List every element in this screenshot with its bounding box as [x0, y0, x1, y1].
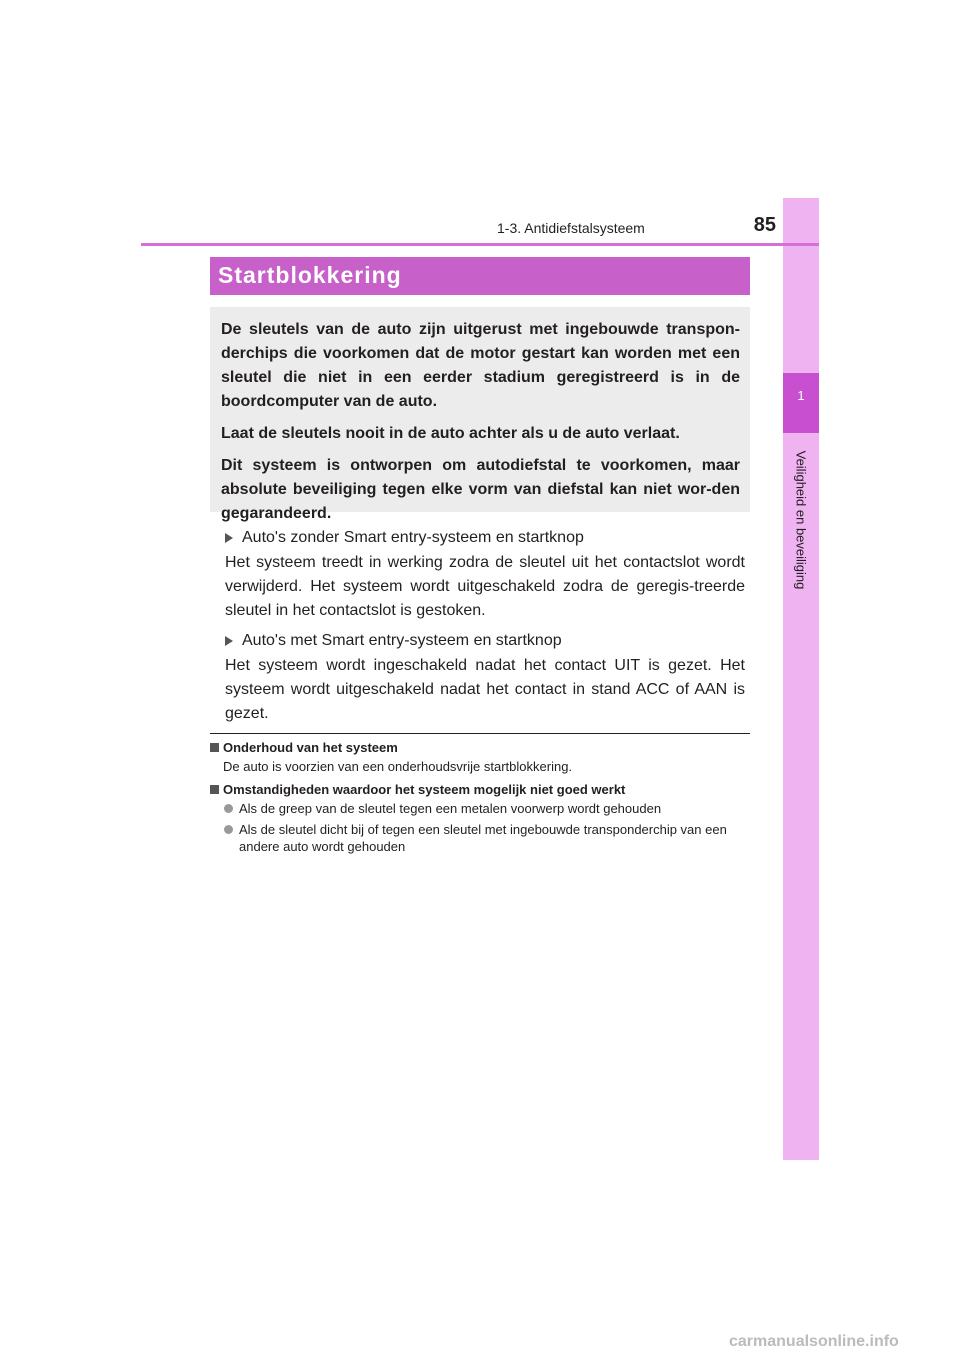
side-tab-chapter-number: 1 — [797, 388, 805, 403]
note-text: De auto is voorzien van een onderhoudsvrije startblokkering. — [223, 759, 573, 774]
case-text: Het systeem wordt ingeschakeld nadat het contact UIT is gezet. Het systeem wordt uitgeschakeld nadat het contact in stand ACC of AAN is gezet. — [225, 657, 745, 722]
case-heading-text: Auto's met Smart entry-systeem en startknop — [242, 632, 562, 649]
body-content — [225, 526, 745, 732]
case-heading — [225, 526, 745, 550]
triangle-bullet-icon — [225, 636, 233, 646]
circle-bullet-icon — [224, 804, 233, 813]
section-header: 1-3. Antidiefstalsysteem — [497, 220, 645, 236]
case-heading — [225, 629, 745, 653]
title-bar — [210, 257, 750, 295]
notes-divider — [210, 733, 750, 734]
page-title: Startblokkering — [218, 262, 402, 288]
note-title-text: Omstandigheden waardoor het systeem mogelijk niet goed werkt — [223, 782, 626, 797]
note-list-item — [210, 800, 755, 817]
triangle-bullet-icon — [225, 533, 233, 543]
square-bullet-icon — [210, 743, 219, 752]
page-number: 85 — [753, 214, 776, 236]
note-list-item-text: Als de sleutel dicht bij of tegen een sleutel met ingebouwde transponderchip van een andere auto wordt gehouden — [239, 822, 727, 854]
note-list-item-text: Als de greep van de sleutel tegen een metalen voorwerp wordt gehouden — [239, 801, 662, 816]
intro-paragraph: De sleutels van de auto zijn uitgerust met ingebouwde transpon-derchips die voorkomen dat de motor gestart kan worden met een sleutel die niet in een eerder stadium geregistreerd is in de boordcomputer van de auto. — [221, 321, 740, 410]
intro-paragraph: Laat de sleutels nooit in de auto achter als u de auto verlaat. — [221, 425, 680, 442]
intro-box — [210, 307, 750, 522]
intro-paragraph: Dit systeem is ontworpen om autodiefstal te voorkomen, maar absolute beveiliging tegen elke vorm van diefstal kan niet wor-den gegarandeerd. — [221, 457, 740, 522]
circle-bullet-icon — [224, 825, 233, 834]
note-list-item — [210, 821, 755, 855]
case-heading-text: Auto's zonder Smart entry-systeem en startknop — [242, 529, 584, 546]
case-text: Het systeem treedt in werking zodra de sleutel uit het contactslot wordt verwijderd. Het systeem wordt uitgeschakeld zodra de geregis-treerde sleutel in het contactslot is gestoken. — [225, 554, 745, 619]
notes-section — [210, 739, 755, 859]
side-tab-chapter-marker — [783, 373, 819, 433]
note-title — [210, 739, 755, 756]
note-title — [210, 781, 755, 798]
square-bullet-icon — [210, 785, 219, 794]
note-title-text: Onderhoud van het systeem — [223, 740, 398, 755]
header-rule — [141, 243, 819, 246]
side-tab-chapter-label: Veiligheid en beveiliging — [793, 450, 809, 590]
watermark: carmanualsonline.info — [729, 1333, 899, 1350]
side-tab — [783, 198, 819, 1160]
